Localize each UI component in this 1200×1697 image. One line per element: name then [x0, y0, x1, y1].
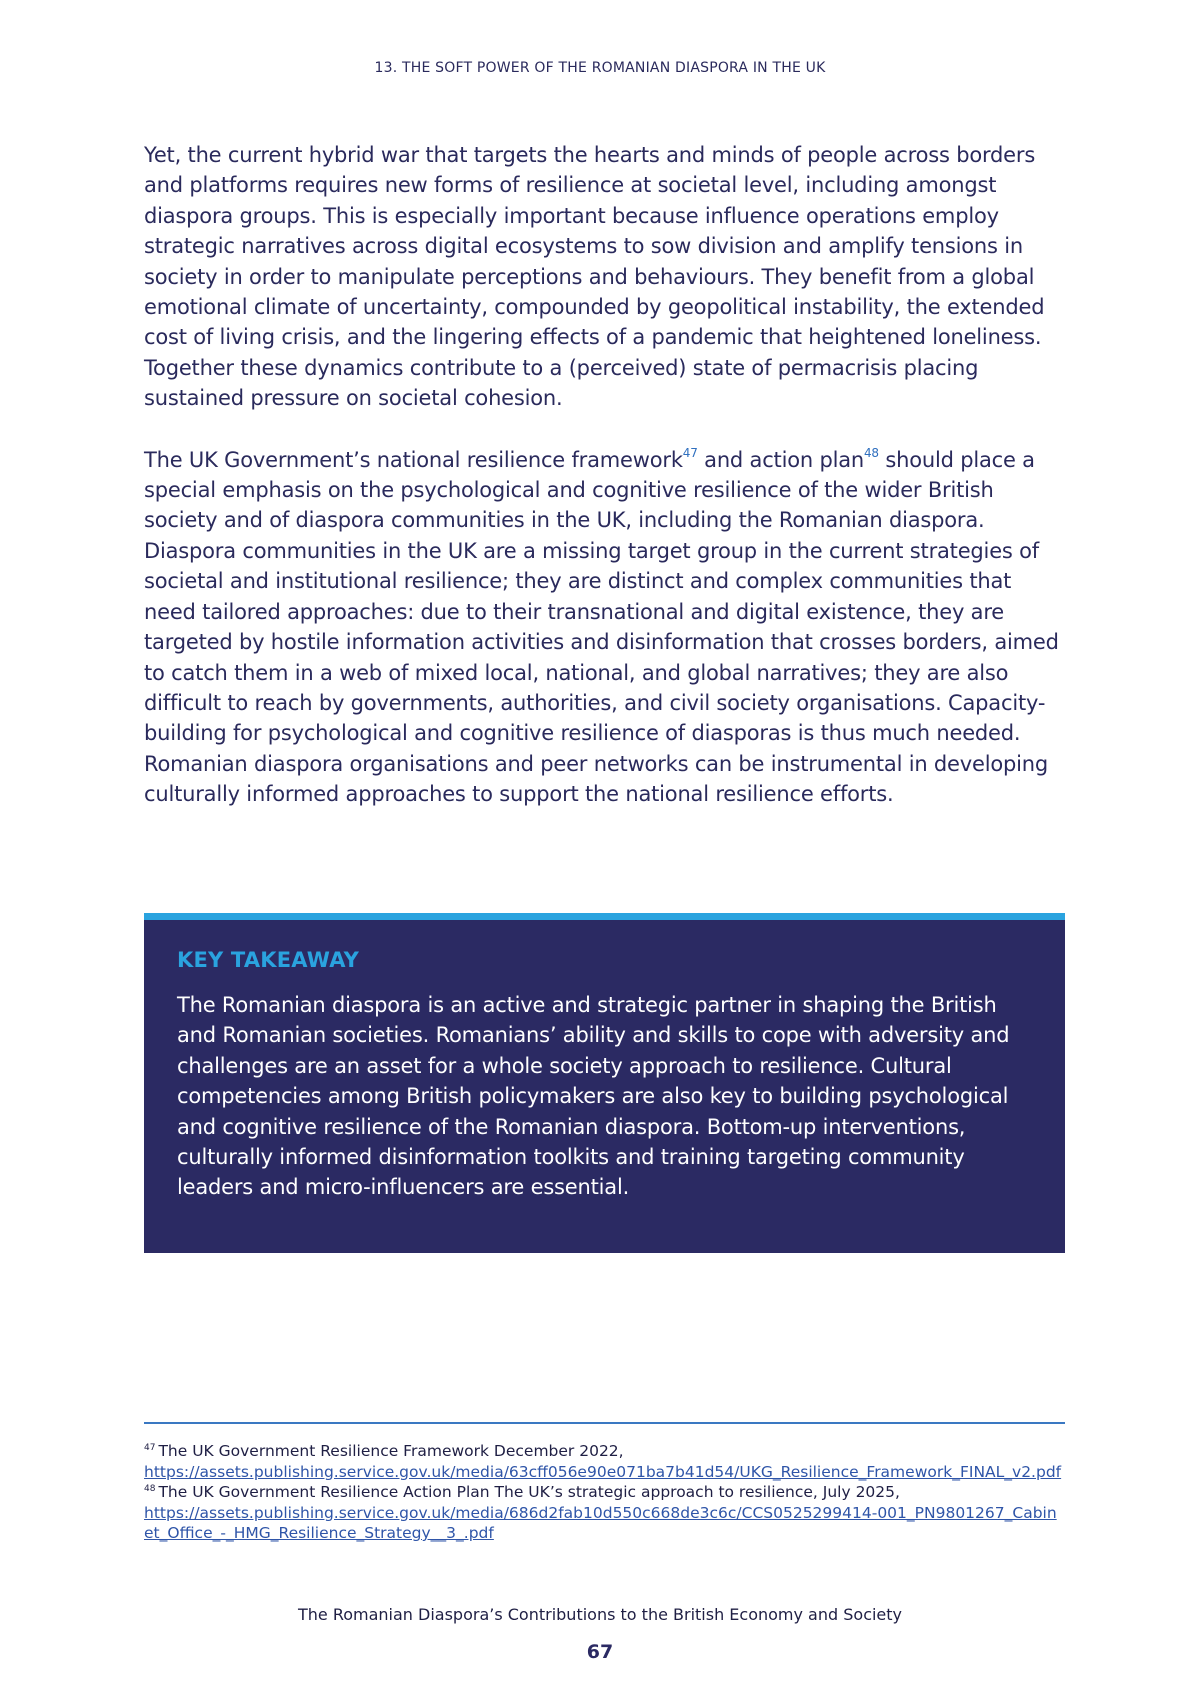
running-header: 13. THE SOFT POWER OF THE ROMANIAN DIASPORA IN THE UK — [374, 60, 826, 76]
footnote-text: The UK Government Resilience Framework December 2022, — [158, 1442, 624, 1460]
footnote-ref-47[interactable]: 47 — [682, 445, 698, 460]
paragraph-2-text-c: should place a special emphasis on the psychological and cognitive resilience of the wider British society and of diaspora communities in the UK, including the Romanian diaspora. Diaspora communities in the UK are a missing target group in the current strategies of societal and institutional resilience; they are distinct and complex communities that need tailored approaches: due to their transnational and digital existence, they are targeted by hostile information activities and disinformation that crosses borders, aimed to catch them in a web of mixed local, national, and global narratives; they are also difficult to reach by governments, authorities, and civil society organisations. Capacity-building for psychological and cognitive resilience of diasporas is thus much needed. Romanian diaspora organisations and peer networks can be instrumental in developing culturally informed approaches to support the national resilience efforts. — [144, 447, 1059, 807]
footnote-ref-48[interactable]: 48 — [864, 445, 879, 460]
footnote-text: The UK Government Resilience Action Plan The UK’s strategic approach to resilience, July 2025, — [158, 1483, 900, 1501]
paragraph-2-text-a: The UK Government’s national resilience framework — [144, 447, 683, 472]
footnote-divider — [144, 1422, 1065, 1424]
footnotes — [144, 1441, 1065, 1544]
key-takeaway-text: The Romanian diaspora is an active and strategic partner in shaping the British and Romanian societies. Romanians’ ability and skills to cope with adversity and challenges are an asset for a whole society approach to resilience. Cultural competencies among British policymakers are also key to building psychological and cognitive resilience of the Romanian diaspora. Bottom-up interventions, culturally informed disinformation toolkits and training targeting community leaders and micro-influencers are essential. — [177, 993, 1010, 1200]
paragraph-2-text-b: and action plan — [697, 447, 864, 472]
page-number: 67 — [586, 1641, 614, 1663]
body-paragraph-1: Yet, the current hybrid war that targets the hearts and minds of people across borders and platforms requires new forms of resilience at societal level, including amongst diaspora groups. This is especially important because influence operations employ strategic narratives across digital ecosystems to sow division and amplify tensions in society in order to manipulate perceptions and behaviours. They benefit from a global emotional climate of uncertainty, compounded by geopolitical instability, the extended cost of living crisis, and the lingering effects of a pandemic that heightened loneliness. Together these dynamics contribute to a (perceived) state of permacrisis placing sustained pressure on societal cohesion. — [144, 143, 1045, 411]
key-takeaway-heading: KEY TAKEAWAY — [177, 948, 360, 972]
main-body — [144, 140, 1064, 841]
footnote-number: 47 — [144, 1443, 156, 1453]
footnote-link[interactable]: https://assets.publishing.service.gov.uk/media/63cff056e90e071ba7b41d54/UKG_Resilience_Framework_FINAL_v2.pdf — [144, 1462, 1062, 1481]
key-takeaway-box — [144, 913, 1065, 1253]
body-paragraph-2 — [144, 445, 1064, 810]
footnote-48 — [144, 1482, 1065, 1544]
footer-publication-title: The Romanian Diaspora’s Contributions to the British Economy and Society — [297, 1605, 903, 1624]
footnote-number: 48 — [144, 1484, 156, 1494]
footnote-47 — [144, 1441, 1065, 1482]
footnote-link[interactable]: https://assets.publishing.service.gov.uk/media/686d2fab10d550c668de3c6c/CCS0525299414-001_PN9801267_Cabinet_Office_-_HMG_Resilience_Strategy__3_.pdf — [144, 1503, 1057, 1542]
